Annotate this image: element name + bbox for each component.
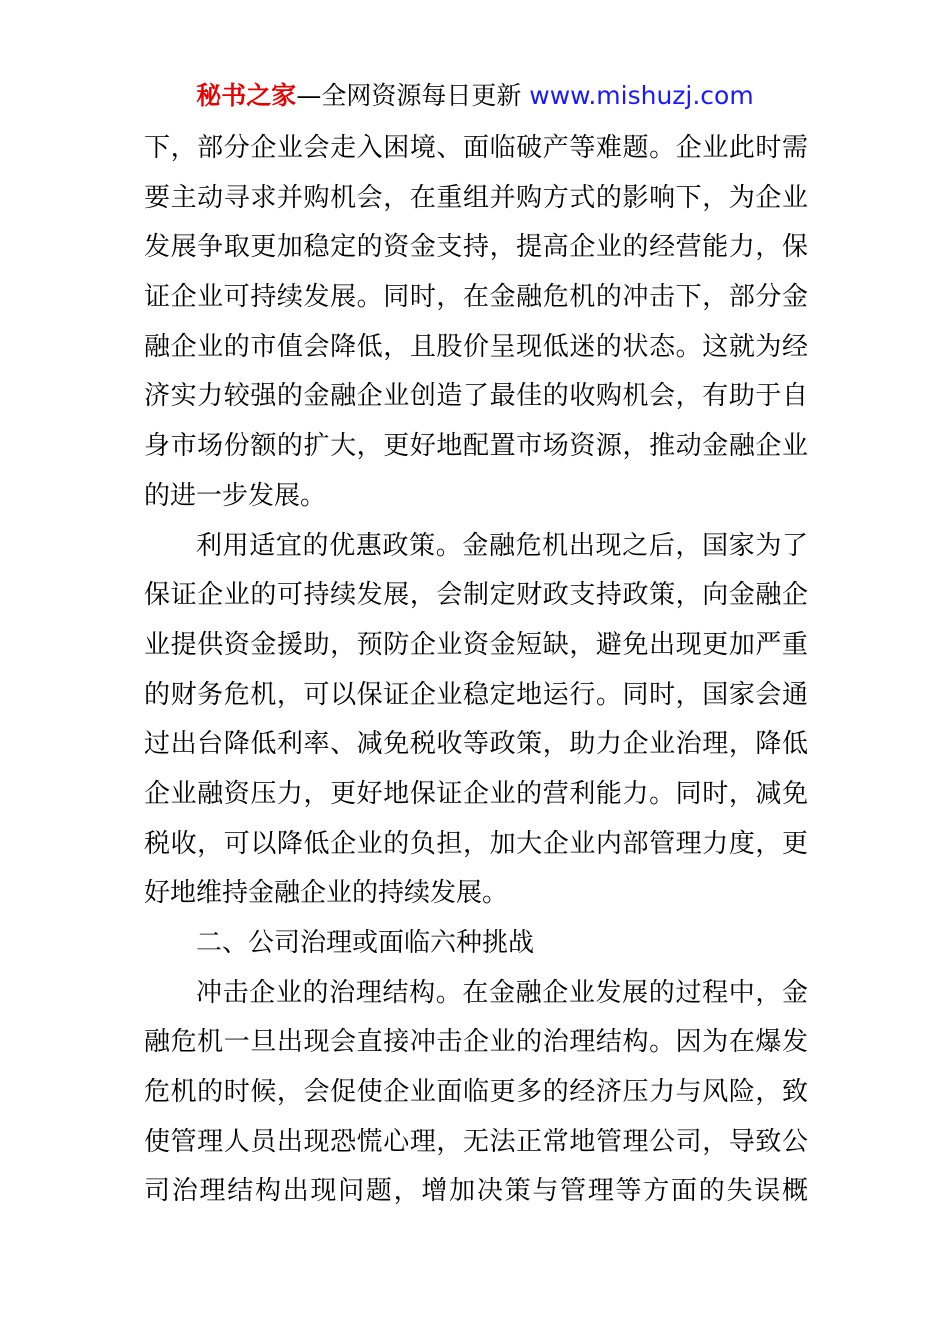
site-tagline: —全网资源每日更新 xyxy=(296,81,522,110)
text-line: 身市场份额的扩大，更好地配置市场资源，推动金融企业 xyxy=(144,431,808,462)
document-body xyxy=(144,124,808,1217)
text-line: 下，部分企业会走入困境、面临破产等难题。企业此时需 xyxy=(144,133,808,163)
section-heading: 二、公司治理或面临六种挑战 xyxy=(196,928,535,958)
paragraph-start-line: 冲击企业的治理结构。在金融企业发展的过程中，金 xyxy=(196,977,808,1008)
text-line: 的财务危机，可以保证企业稳定地运行。同时，国家会通 xyxy=(144,679,808,710)
page-header xyxy=(0,78,950,114)
site-name: 秘书之家 xyxy=(196,81,297,110)
paragraph-start-line: 利用适宜的优惠政策。金融危机出现之后，国家为了 xyxy=(196,530,808,561)
text-line: 融企业的市值会降低，且股价呈现低迷的状态。这就为经 xyxy=(144,331,808,362)
text-line: 过出台降低利率、减免税收等政策，助力企业治理，降低 xyxy=(144,729,808,760)
text-line: 的进一步发展。 xyxy=(144,480,327,511)
text-line: 司治理结构出现问题，增加决策与管理等方面的失误概 xyxy=(144,1176,808,1207)
text-line: 融危机一旦出现会直接冲击企业的治理结构。因为在爆发 xyxy=(144,1027,808,1058)
text-line: 业提供资金援助，预防企业资金短缺，避免出现更加严重 xyxy=(144,629,808,660)
text-line: 保证企业的可持续发展，会制定财政支持政策，向金融企 xyxy=(144,580,808,611)
text-line: 好地维持金融企业的持续发展。 xyxy=(144,878,509,909)
text-line: 要主动寻求并购机会，在重组并购方式的影响下，为企业 xyxy=(144,182,808,213)
text-line: 济实力较强的金融企业创造了最佳的收购机会，有助于自 xyxy=(144,381,808,412)
text-line: 税收，可以降低企业的负担，加大企业内部管理力度，更 xyxy=(144,828,808,859)
text-line: 使管理人员出现恐慌心理，无法正常地管理公司，导致公 xyxy=(144,1126,808,1157)
text-line: 企业融资压力，更好地保证企业的营利能力。同时，减免 xyxy=(144,778,808,809)
site-url-link[interactable]: www.mishuzj.com xyxy=(529,81,754,110)
text-line: 危机的时候，会促使企业面临更多的经济压力与风险，致 xyxy=(144,1077,808,1108)
text-line: 发展争取更加稳定的资金支持，提高企业的经营能力，保 xyxy=(144,232,808,263)
text-line: 证企业可持续发展。同时，在金融危机的冲击下，部分金 xyxy=(144,282,808,313)
